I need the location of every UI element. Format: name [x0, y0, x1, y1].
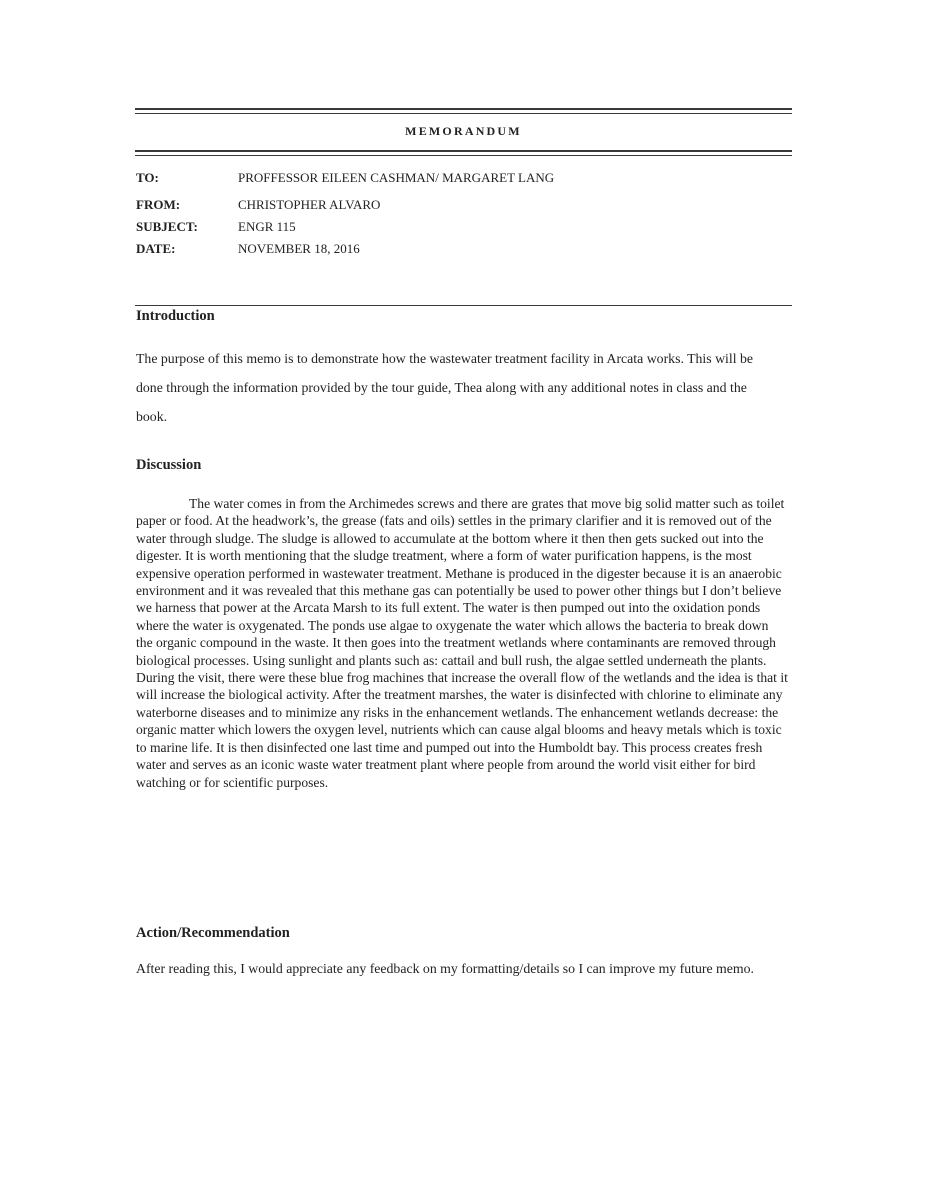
title-double-rule — [135, 150, 792, 156]
introduction-body: The purpose of this memo is to demonstrate how the wastewater treatment facility in Arcata works. This will be done through the information provided by the tour guide, Thea along with any additional notes in class and the book. — [136, 351, 753, 424]
date-label: DATE: — [136, 241, 176, 256]
memo-page — [135, 0, 792, 1198]
from-label: FROM: — [136, 197, 181, 212]
section-rule — [135, 305, 792, 306]
subject-field — [135, 218, 792, 236]
date-value: NOVEMBER 18, 2016 — [238, 241, 360, 256]
to-field — [135, 169, 792, 187]
discussion-heading: Discussion — [136, 457, 202, 473]
top-double-rule — [135, 108, 792, 114]
subject-value: ENGR 115 — [238, 219, 296, 234]
action-body: After reading this, I would appreciate any feedback on my formatting/details so I can improve my future memo. — [136, 961, 754, 976]
action-heading: Action/Recommendation — [136, 925, 290, 941]
from-field — [135, 196, 792, 214]
to-value: PROFFESSOR EILEEN CASHMAN/ MARGARET LANG — [238, 170, 555, 185]
to-label: TO: — [136, 170, 159, 185]
date-field — [135, 240, 792, 258]
discussion-body: The water comes in from the Archimedes screws and there are grates that move big solid matter such as toilet paper or food. At the headwork’s, the grease (fats and oils) settles in the primary clarifier and it is removed out of the water through sludge. The sludge is allowed to accumulate at the bottom where it then then gets sucked out into the digester. It is worth mentioning that the sludge treatment, where a form of water purification happens, is the most expensive operation performed in wastewater treatment. Methane is produced in the digester because it is an anaerobic environment and it was revealed that this methane gas can potentially be used to power other things but I don’t believe we harness that power at the Arcata Marsh to its full extent. The water is then pumped out into the oxidation ponds where the water is oxygenated. The ponds use algae to oxygenate the water which allows the bacteria to break down the organic compound in the waste. It then goes into the treatment wetlands where contaminants are removed through biological processes. Using sunlight and plants such as: cattail and bull rush, the algae settled underneath the plants. During the visit, there were these blue frog machines that increase the overall flow of the wetlands and the idea is that it will increase the biological activity. After the treatment marshes, the water is disinfected with chlorine to eliminate any waterborne diseases and to minimize any risks in the enhancement wetlands. The enhancement wetlands decrease: the organic matter which lowers the oxygen level, nutrients which can cause algal blooms and heavy metals which is toxic to marine life. It is then disinfected one last time and pumped out into the Humboldt bay. This process creates fresh water and serves as an iconic waste water treatment plant where people from around the world visit either for bird watching or for scientific purposes. — [136, 496, 788, 790]
memo-title: MEMORANDUM — [405, 124, 522, 138]
from-value: CHRISTOPHER ALVARO — [238, 197, 381, 212]
introduction-heading: Introduction — [136, 308, 215, 324]
subject-label: SUBJECT: — [136, 219, 198, 234]
